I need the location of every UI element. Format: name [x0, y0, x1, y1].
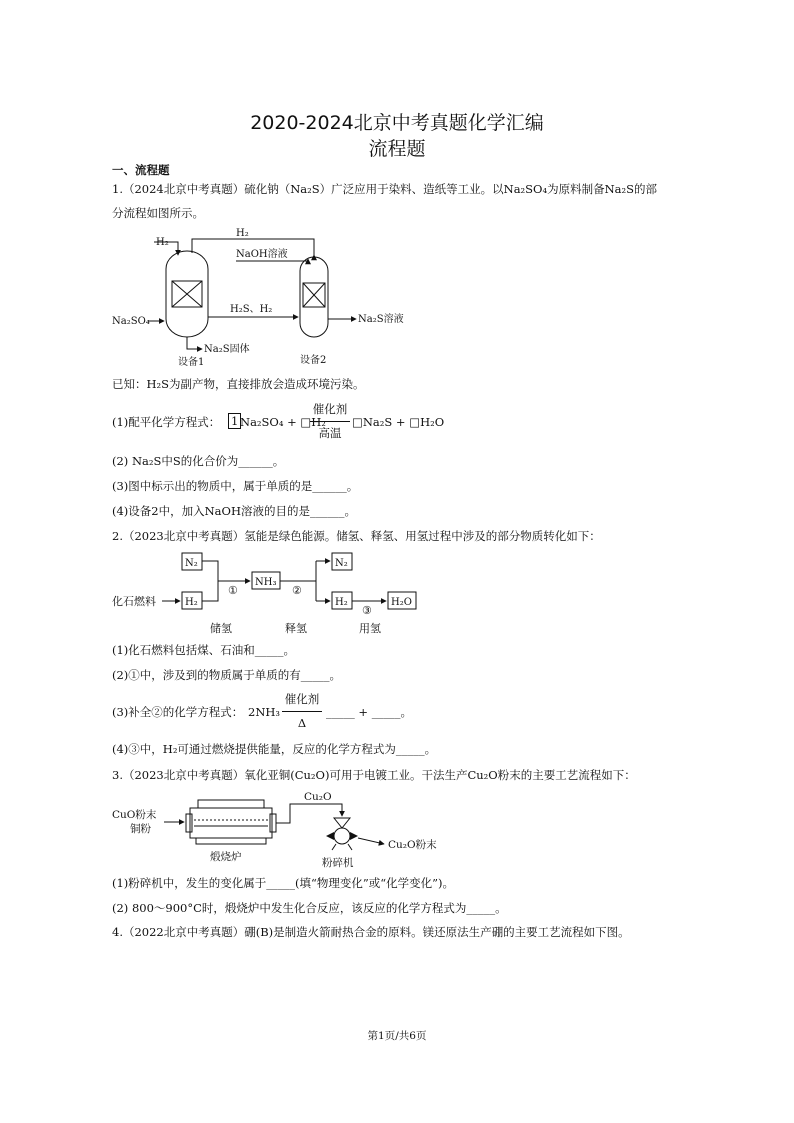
product-out-label: Na₂S溶液 [358, 314, 404, 325]
q1-sub1-reactants: Na₂SO₄ + □H₂ [240, 415, 326, 429]
product-arrow [358, 838, 384, 844]
step3-label: ③ [362, 604, 372, 617]
q2-sub4: (4)③中，H₂可通过燃烧提供能量，反应的化学方程式为_____。 [112, 742, 437, 756]
q2-sub3-reaction-line [282, 711, 322, 712]
q3-stem: 3.（2023北京中考真题）氧化亚铜(Cu₂O)可用于电镀工业。干法生产Cu₂O粉末的主要工艺流程如下： [112, 768, 636, 782]
q2-stem: 2.（2023北京中考真题）氢能是绿色能源。储氢、释氢、用氢过程中涉及的部分物质转化如下： [112, 529, 601, 543]
cu2o-top-label: Cu₂O [304, 791, 332, 803]
naoh-label: NaOH溶液 [236, 249, 288, 260]
q2-sub3-products: _____ + _____。 [326, 705, 412, 719]
device1-reactor [166, 251, 208, 337]
step1-label: ① [228, 584, 238, 597]
solid-out-line [187, 337, 202, 349]
furnace-label: 煅烧炉 [210, 851, 242, 863]
page-title: 2020-2024北京中考真题化学汇编 [250, 112, 544, 134]
q1-sub1-coefficient-box: 1 [228, 413, 241, 429]
cu2o-transfer-line [276, 804, 342, 823]
q3-sub1: (1)粉碎机中，发生的变化属于_____(填“物理变化”或“化学变化”)。 [112, 876, 455, 890]
q2-sub3-condition-top: 催化剂 [284, 692, 320, 706]
q2-sub1: (1)化石燃料包括煤、石油和_____。 [112, 643, 296, 657]
cu-feed-label: 铜粉 [130, 823, 151, 835]
device2-label: 设备2 [300, 355, 327, 366]
q3-sub2: (2) 800～900°C时，煅烧炉中发生化合反应，该反应的化学方程式为_____。 [112, 901, 507, 915]
q1-sub1-products: □Na₂S + □H₂O [352, 415, 445, 429]
q2-sub3-label: (3)补全②的化学方程式： [112, 705, 244, 719]
n2-right-label: N₂ [335, 558, 348, 569]
q1-sub1-condition-bottom: 高温 [318, 426, 342, 440]
grinder [326, 818, 358, 850]
solid-out-label: Na₂S固体 [204, 344, 250, 355]
page-subtitle: 流程题 [368, 138, 426, 160]
q1-sub1-condition-top: 催化剂 [312, 402, 348, 416]
fuel-label: 化石燃料 [112, 595, 156, 608]
q1-sub4: (4)设备2中，加入NaOH溶液的目的是______。 [112, 504, 356, 518]
q1-sub3: (3)图中标示出的物质中，属于单质的是______。 [112, 479, 359, 493]
h2-top-label: H₂ [236, 228, 249, 239]
cuo-feed-label: CuO粉末 [112, 809, 157, 821]
q2-sub3-condition-bottom: Δ [297, 716, 307, 730]
q1-sub2: (2) Na₂S中S的化合价为______。 [112, 454, 285, 468]
stage3-label: 用氢 [359, 622, 381, 635]
q2-hydrogen-diagram [112, 550, 432, 640]
stage2-label: 释氢 [285, 622, 307, 635]
nh3-label: NH₃ [255, 577, 277, 588]
furnace [186, 800, 276, 844]
q1-sub1-reaction-line [310, 421, 350, 422]
device2-reactor [300, 257, 328, 337]
device1-label: 设备1 [178, 357, 205, 368]
q2-sub3-reactant: 2NH₃ [248, 705, 281, 719]
h2o-label: H₂O [391, 597, 412, 608]
h2-inlet-label: H₂ [156, 237, 169, 248]
product-label: Cu₂O粉末 [388, 839, 437, 851]
mid-gas-label: H₂S、H₂ [230, 304, 273, 315]
h2-left-label: H₂ [185, 597, 198, 608]
page-number: 第1页/共6页 [367, 1030, 427, 1042]
step2-label: ② [292, 584, 302, 597]
q2-sub2: (2)①中，涉及到的物质属于单质的有_____。 [112, 668, 342, 682]
q4-stem: 4.（2022北京中考真题）硼(B)是制造火箭耐热合金的原料。镁还原法生产硼的主要工艺流程如下图。 [112, 925, 630, 939]
feed-label: Na₂SO₄ [112, 316, 150, 327]
step1-bracket [202, 561, 218, 601]
grinder-label: 粉碎机 [322, 857, 354, 869]
q1-known: 已知：H₂S为副产物，直接排放会造成环境污染。 [112, 377, 365, 391]
section-heading: 一、流程题 [112, 163, 170, 177]
q1-stem-line2: 分流程如图所示。 [112, 206, 204, 220]
q1-sub1-label: (1)配平化学方程式： [112, 415, 221, 429]
q1-process-diagram [112, 225, 432, 368]
q1-stem-line1: 1.（2024北京中考真题）硫化钠（Na₂S）广泛应用于染料、造纸等工业。以Na₂SO₄为原料制备Na₂S的部 [112, 182, 657, 196]
n2-left-label: N₂ [185, 558, 198, 569]
h2-right-label: H₂ [335, 597, 348, 608]
q3-cu2o-process-diagram [112, 786, 452, 876]
stage1-label: 储氢 [210, 622, 232, 635]
